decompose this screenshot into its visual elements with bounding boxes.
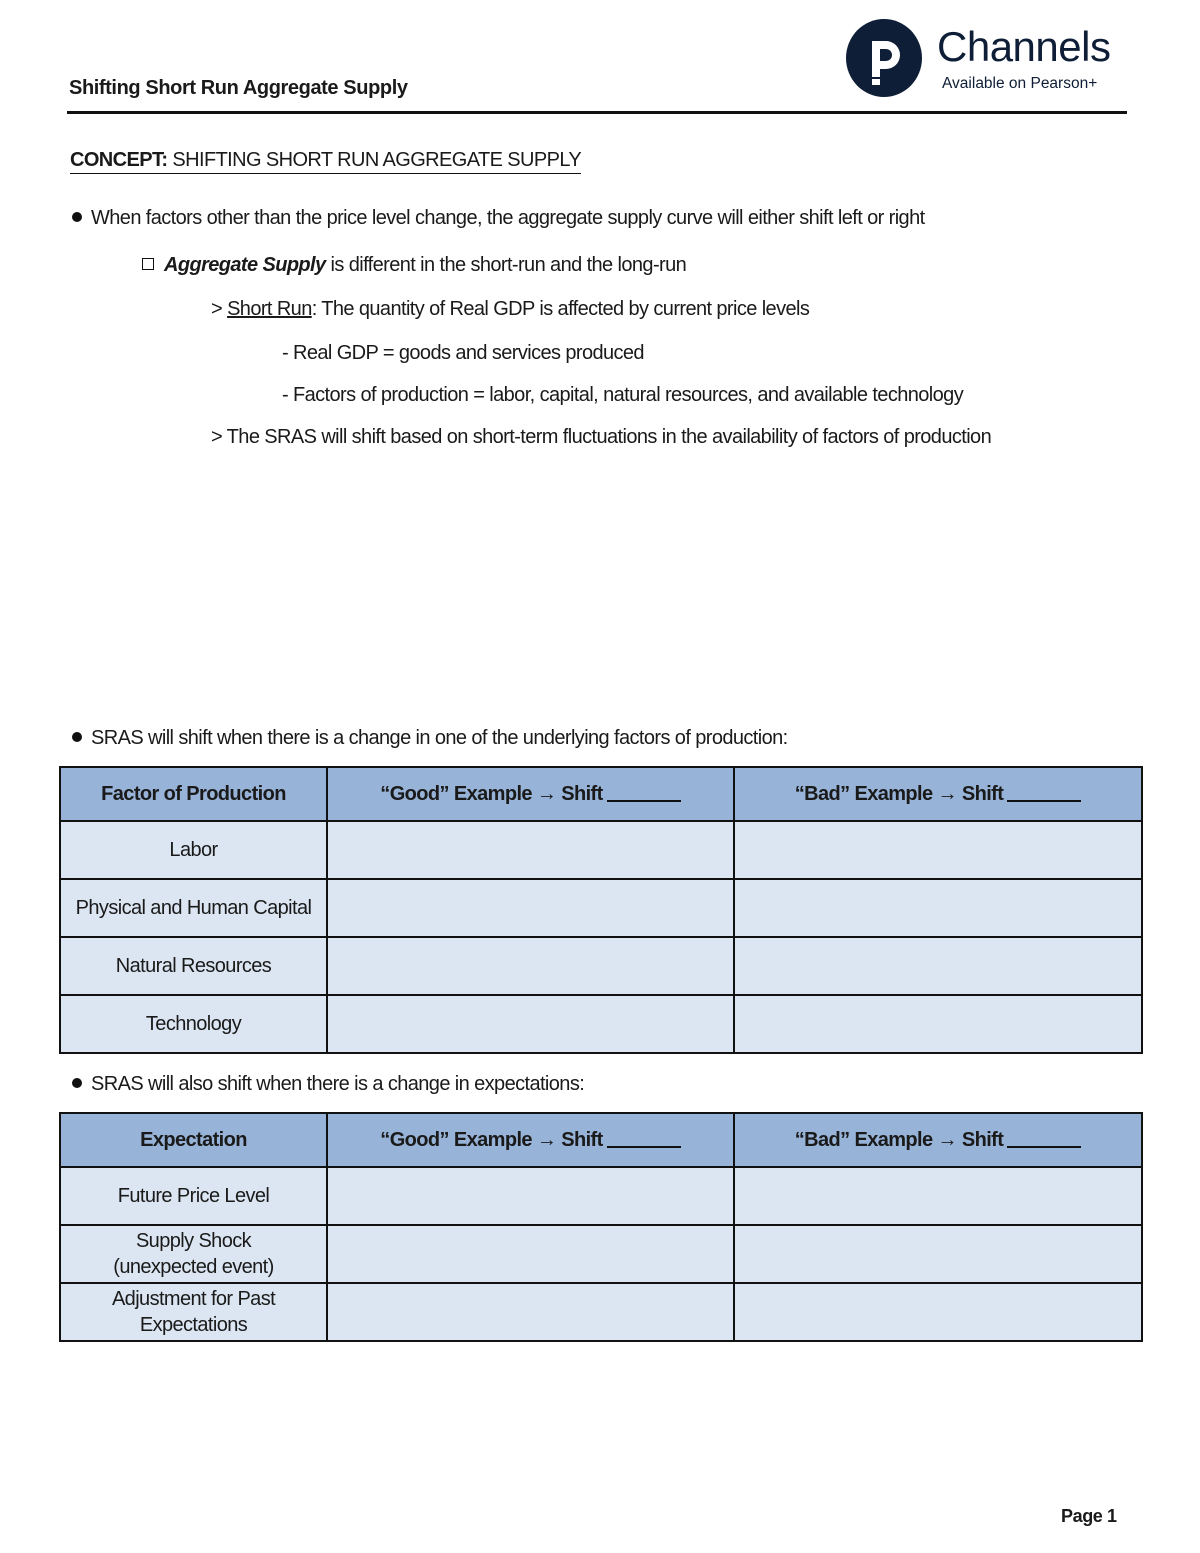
factors-definition: - Factors of production = labor, capital, natural resources, and available technology: [282, 384, 964, 406]
good-example-cell[interactable]: [327, 1225, 734, 1283]
short-run-text: : The quantity of Real GDP is affected by current price levels: [311, 298, 810, 320]
concept-text: SHIFTING SHORT RUN AGGREGATE SUPPLY: [172, 149, 582, 171]
fill-in-blank[interactable]: [1007, 782, 1081, 802]
col-header-factor: Factor of Production: [60, 767, 327, 821]
good-example-cell[interactable]: [327, 821, 734, 879]
fill-in-blank[interactable]: [607, 1128, 681, 1148]
table-row: [60, 995, 1142, 1053]
square-bullet-icon: [142, 258, 154, 270]
good-example-cell[interactable]: [327, 1167, 734, 1225]
short-run-definition: [211, 296, 809, 322]
row-label: Natural Resources: [60, 937, 327, 995]
table-header-row: [60, 1113, 1142, 1167]
table-header-row: [60, 767, 1142, 821]
col-header-expectation: Expectation: [60, 1113, 327, 1167]
pearson-p-icon: [846, 19, 922, 97]
col-header-good: “Good” Example → Shift: [327, 1113, 734, 1167]
bullet-text: SRAS will shift when there is a change in one of the underlying factors of production:: [91, 727, 788, 749]
fill-in-blank[interactable]: [607, 782, 681, 802]
term-short-run: Short Run: [227, 298, 312, 320]
table-row: [60, 937, 1142, 995]
arrow-marker: >: [211, 298, 223, 320]
table-row: [60, 821, 1142, 879]
bad-example-cell[interactable]: [734, 879, 1142, 937]
subbullet-text: is different in the short-run and the long-run: [330, 254, 687, 276]
header-divider: [67, 111, 1127, 114]
bad-example-cell[interactable]: [734, 1167, 1142, 1225]
sras-shift-note: > The SRAS will shift based on short-term fluctuations in the availability of factors of production: [211, 426, 992, 448]
concept-heading: [70, 148, 581, 174]
bullet-sras-factors: [72, 725, 788, 751]
table-row: [60, 1283, 1142, 1341]
good-example-cell[interactable]: [327, 995, 734, 1053]
concept-label: CONCEPT:: [70, 149, 168, 171]
expectations-table: [59, 1112, 1143, 1342]
logo-subtitle: Available on Pearson+: [942, 75, 1098, 92]
bad-example-cell[interactable]: [734, 1225, 1142, 1283]
term-aggregate-supply: Aggregate Supply: [164, 254, 326, 276]
bullet-sras-expectations: [72, 1071, 584, 1097]
row-label: Supply Shock (unexpected event): [60, 1225, 327, 1283]
bad-example-cell[interactable]: [734, 821, 1142, 879]
bad-example-cell[interactable]: [734, 995, 1142, 1053]
bullet-icon: [72, 732, 82, 742]
row-label: Adjustment for Past Expectations: [60, 1283, 327, 1341]
pearson-channels-logo: [846, 19, 1126, 103]
table-row: [60, 879, 1142, 937]
logo-wordmark: Channels: [937, 23, 1111, 70]
table-row: [60, 1167, 1142, 1225]
bullet-factors-shift: [72, 205, 925, 231]
factors-table: [59, 766, 1143, 1054]
page-number: Page 1: [1061, 1506, 1117, 1526]
subbullet-aggregate-supply: [142, 252, 686, 278]
bullet-icon: [72, 212, 82, 222]
table-row: [60, 1225, 1142, 1283]
bad-example-cell[interactable]: [734, 1283, 1142, 1341]
col-header-bad: “Bad” Example → Shift: [734, 1113, 1142, 1167]
row-label: Future Price Level: [60, 1167, 327, 1225]
row-label: Physical and Human Capital: [60, 879, 327, 937]
bullet-icon: [72, 1078, 82, 1088]
real-gdp-definition: - Real GDP = goods and services produced: [282, 342, 644, 364]
bullet-text: When factors other than the price level change, the aggregate supply curve will either shift left or right: [91, 207, 925, 229]
bullet-text: SRAS will also shift when there is a change in expectations:: [91, 1073, 585, 1095]
col-header-bad: “Bad” Example → Shift: [734, 767, 1142, 821]
good-example-cell[interactable]: [327, 937, 734, 995]
fill-in-blank[interactable]: [1007, 1128, 1081, 1148]
page-title: Shifting Short Run Aggregate Supply: [69, 77, 408, 99]
row-label: Labor: [60, 821, 327, 879]
row-label: Technology: [60, 995, 327, 1053]
col-header-good: “Good” Example → Shift: [327, 767, 734, 821]
bad-example-cell[interactable]: [734, 937, 1142, 995]
good-example-cell[interactable]: [327, 1283, 734, 1341]
good-example-cell[interactable]: [327, 879, 734, 937]
